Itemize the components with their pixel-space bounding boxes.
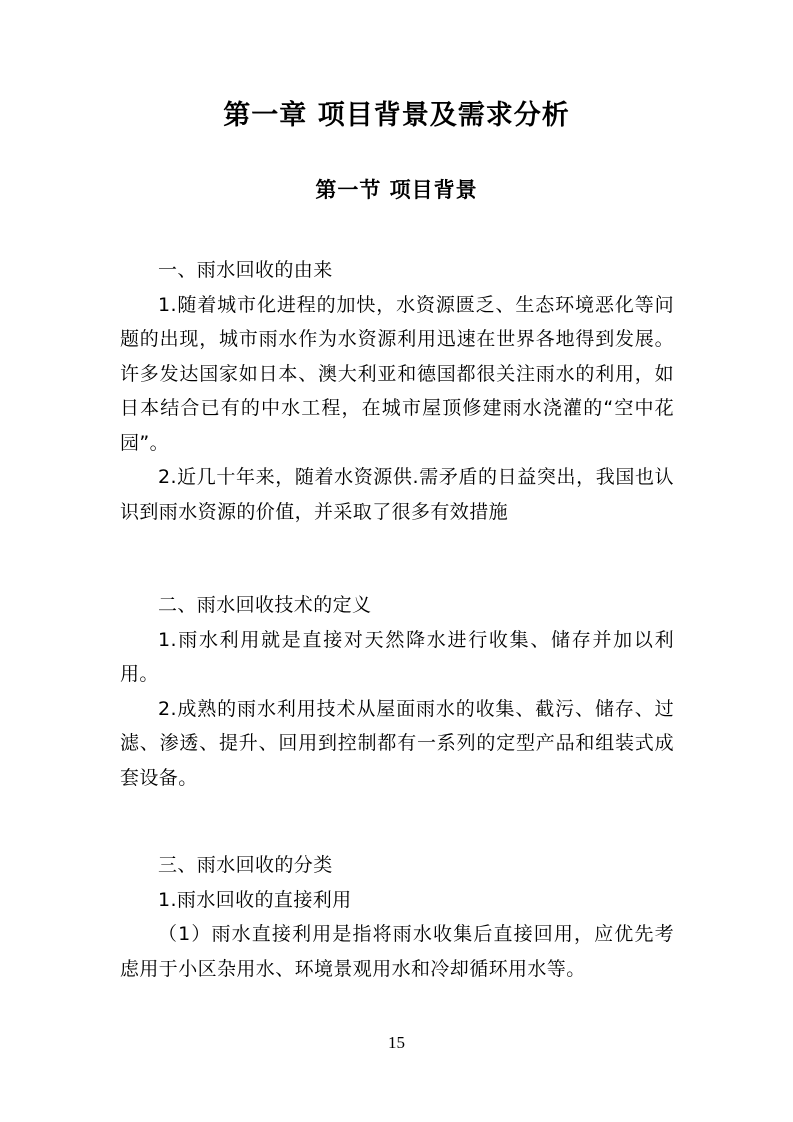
paragraph-classification-2: （1）雨水直接利用是指将雨水收集后直接回用，应优先考虑用于小区杂用水、环境景观用水和冷却循环用水等。 <box>120 923 674 980</box>
paragraph-origin-1: 1.随着城市化进程的加快，水资源匮乏、生态环境恶化等问题的出现，城市雨水作为水资源利用迅速在世界各地得到发展。许多发达国家如日本、澳大利亚和德国都很关注雨水的利用，如日本结合已有的中水工程，在城市屋顶修建雨水浇灌的“空中花园”。 <box>120 293 674 454</box>
section-classification <box>120 848 674 986</box>
paragraph-classification-1: 1.雨水回收的直接利用 <box>158 888 352 911</box>
section-definition <box>120 588 674 795</box>
page-number: 15 <box>388 1033 405 1052</box>
section-origin <box>120 253 674 529</box>
section-heading-origin: 一、雨水回收的由来 <box>158 259 333 281</box>
section-heading-definition: 二、雨水回收技术的定义 <box>158 594 372 616</box>
chapter-title: 第一章 项目背景及需求分析 <box>223 100 570 131</box>
section-heading-classification: 三、雨水回收的分类 <box>158 854 333 876</box>
paragraph-origin-2: 2.近几十年来，随着水资源供.需矛盾的日益突出，我国也认识到雨水资源的价值，并采取了很多有效措施 <box>120 466 674 523</box>
paragraph-definition-2: 2.成熟的雨水利用技术从屋面雨水的收集、截污、储存、过滤、渗透、提升、回用到控制都有一系列的定型产品和组装式成套设备。 <box>120 697 674 789</box>
paragraph-definition-1: 1.雨水利用就是直接对天然降水进行收集、储存并加以利用。 <box>120 628 674 685</box>
section-title: 第一节 项目背景 <box>315 178 478 202</box>
